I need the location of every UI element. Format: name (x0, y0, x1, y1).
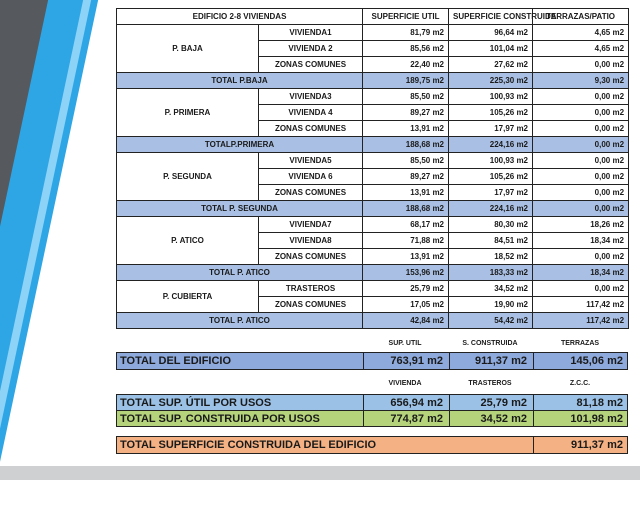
unit-label: ZONAS COMUNES (259, 249, 363, 265)
floor-total-construida: 225,30 m2 (449, 73, 533, 89)
total-edificio-construida: 911,37 m2 (449, 353, 533, 369)
table-header-row (117, 9, 629, 25)
construida-edificio-value: 911,37 m2 (533, 437, 629, 453)
cell-util: 13,91 m2 (363, 121, 449, 137)
cell-util: 17,05 m2 (363, 297, 449, 313)
floor-total-util: 42,84 m2 (363, 313, 449, 329)
cell-construida: 101,04 m2 (449, 41, 533, 57)
floor-total-construida: 183,33 m2 (449, 265, 533, 281)
total-edificio-label: TOTAL DEL EDIFICIO (120, 355, 232, 367)
unit-label: VIVIENDA 4 (259, 105, 363, 121)
unit-label: VIVIENDA 6 (259, 169, 363, 185)
unit-label: VIVIENDA8 (259, 233, 363, 249)
unit-label: VIVIENDA7 (259, 217, 363, 233)
header-terrazas: TERRAZAS/PATIO (533, 9, 629, 25)
cell-construida: 80,30 m2 (449, 217, 533, 233)
floor-total-label: TOTALP.PRIMERA (117, 137, 363, 153)
header-util: SUPERFICIE UTIL (363, 9, 449, 25)
floor-name: P. BAJA (117, 25, 259, 73)
cell-util: 13,91 m2 (363, 185, 449, 201)
table-row (117, 217, 629, 233)
table-row (117, 89, 629, 105)
cell-construida: 27,62 m2 (449, 57, 533, 73)
construida-usos-row (116, 410, 628, 427)
floor-total-construida: 54,42 m2 (449, 313, 533, 329)
cell-terrazas: 0,00 m2 (533, 105, 629, 121)
cell-terrazas: 0,00 m2 (533, 89, 629, 105)
cell-construida: 100,93 m2 (449, 153, 533, 169)
floor-total-row (117, 265, 629, 281)
floor-total-row (117, 201, 629, 217)
floor-total-construida: 224,16 m2 (449, 137, 533, 153)
cell-terrazas: 0,00 m2 (533, 249, 629, 265)
construida-usos-vivienda: 774,87 m2 (363, 411, 449, 426)
construida-edificio-row (116, 436, 628, 454)
cell-util: 85,50 m2 (363, 89, 449, 105)
summary-label-construida: S. CONSTRUIDA (462, 340, 518, 347)
floor-total-terrazas: 0,00 m2 (533, 137, 629, 153)
unit-label: VIVIENDA3 (259, 89, 363, 105)
util-usos-row (116, 394, 628, 411)
unit-label: VIVIENDA 2 (259, 41, 363, 57)
cell-util: 81,79 m2 (363, 25, 449, 41)
util-usos-label: TOTAL SUP. ÚTIL POR USOS (120, 397, 272, 409)
cell-terrazas: 0,00 m2 (533, 57, 629, 73)
table-row (117, 25, 629, 41)
total-edificio-row (116, 352, 628, 370)
unit-label: VIVIENDA5 (259, 153, 363, 169)
cell-construida: 17,97 m2 (449, 185, 533, 201)
unit-label: ZONAS COMUNES (259, 121, 363, 137)
surface-table-sheet (116, 8, 630, 466)
summary-labels-row (116, 340, 628, 352)
cell-construida: 105,26 m2 (449, 105, 533, 121)
construida-usos-label: TOTAL SUP. CONSTRUIDA POR USOS (120, 413, 320, 425)
header-construida: SUPERFICIE CONSTRUIDA (449, 9, 533, 25)
cell-util: 25,79 m2 (363, 281, 449, 297)
cell-terrazas: 18,34 m2 (533, 233, 629, 249)
cell-construida: 96,64 m2 (449, 25, 533, 41)
cell-util: 13,91 m2 (363, 249, 449, 265)
floor-total-construida: 224,16 m2 (449, 201, 533, 217)
usos-label-vivienda: VIVIENDA (388, 380, 422, 387)
unit-label: ZONAS COMUNES (259, 297, 363, 313)
floor-total-terrazas: 0,00 m2 (533, 201, 629, 217)
floors-body (117, 25, 629, 329)
util-usos-trasteros: 25,79 m2 (449, 395, 533, 410)
unit-label: TRASTEROS (259, 281, 363, 297)
cell-util: 89,27 m2 (363, 169, 449, 185)
cell-util: 71,88 m2 (363, 233, 449, 249)
floor-total-util: 188,68 m2 (363, 201, 449, 217)
floor-total-row (117, 73, 629, 89)
cell-terrazas: 4,65 m2 (533, 25, 629, 41)
floor-total-terrazas: 9,30 m2 (533, 73, 629, 89)
total-edificio-terrazas: 145,06 m2 (533, 353, 629, 369)
cell-construida: 34,52 m2 (449, 281, 533, 297)
cell-terrazas: 4,65 m2 (533, 41, 629, 57)
util-usos-zcc: 81,18 m2 (533, 395, 629, 410)
floor-total-terrazas: 18,34 m2 (533, 265, 629, 281)
cell-terrazas: 117,42 m2 (533, 297, 629, 313)
floor-total-label: TOTAL P. SEGUNDA (117, 201, 363, 217)
cell-terrazas: 0,00 m2 (533, 121, 629, 137)
total-edificio-util: 763,91 m2 (363, 353, 449, 369)
floor-total-util: 153,96 m2 (363, 265, 449, 281)
floor-total-util: 188,68 m2 (363, 137, 449, 153)
summary-label-util: SUP. UTIL (388, 340, 422, 347)
cell-util: 89,27 m2 (363, 105, 449, 121)
header-title: EDIFICIO 2-8 VIVIENDAS (117, 9, 363, 25)
table-row (117, 281, 629, 297)
floor-total-label: TOTAL P.BAJA (117, 73, 363, 89)
construida-usos-trasteros: 34,52 m2 (449, 411, 533, 426)
unit-label: VIVIENDA1 (259, 25, 363, 41)
cell-construida: 19,90 m2 (449, 297, 533, 313)
usos-labels-row (116, 380, 628, 392)
cell-terrazas: 0,00 m2 (533, 185, 629, 201)
decorative-bottom-band (0, 466, 640, 480)
unit-label: ZONAS COMUNES (259, 57, 363, 73)
floor-name: P. CUBIERTA (117, 281, 259, 313)
construida-edificio-label: TOTAL SUPERFICIE CONSTRUIDA DEL EDIFICIO (120, 439, 377, 451)
floor-name: P. SEGUNDA (117, 153, 259, 201)
usos-label-zcc: Z.C.C. (569, 380, 591, 387)
floor-name: P. PRIMERA (117, 89, 259, 137)
cell-construida: 105,26 m2 (449, 169, 533, 185)
table-row (117, 153, 629, 169)
cell-util: 85,50 m2 (363, 153, 449, 169)
cell-util: 85,56 m2 (363, 41, 449, 57)
cell-construida: 100,93 m2 (449, 89, 533, 105)
floor-total-label: TOTAL P. ATICO (117, 313, 363, 329)
floor-total-label: TOTAL P. ATICO (117, 265, 363, 281)
floor-total-terrazas: 117,42 m2 (533, 313, 629, 329)
summary-label-terrazas: TERRAZAS (560, 340, 600, 347)
usos-label-trasteros: TRASTEROS (468, 380, 512, 387)
surfaces-table (116, 8, 629, 329)
cell-terrazas: 0,00 m2 (533, 153, 629, 169)
cell-util: 68,17 m2 (363, 217, 449, 233)
util-usos-vivienda: 656,94 m2 (363, 395, 449, 410)
floor-name: P. ATICO (117, 217, 259, 265)
unit-label: ZONAS COMUNES (259, 185, 363, 201)
cell-construida: 17,97 m2 (449, 121, 533, 137)
floor-total-row (117, 313, 629, 329)
cell-terrazas: 0,00 m2 (533, 281, 629, 297)
construida-usos-zcc: 101,98 m2 (533, 411, 629, 426)
cell-terrazas: 0,00 m2 (533, 169, 629, 185)
cell-construida: 18,52 m2 (449, 249, 533, 265)
floor-total-util: 189,75 m2 (363, 73, 449, 89)
cell-terrazas: 18,26 m2 (533, 217, 629, 233)
cell-util: 22,40 m2 (363, 57, 449, 73)
floor-total-row (117, 137, 629, 153)
cell-construida: 84,51 m2 (449, 233, 533, 249)
